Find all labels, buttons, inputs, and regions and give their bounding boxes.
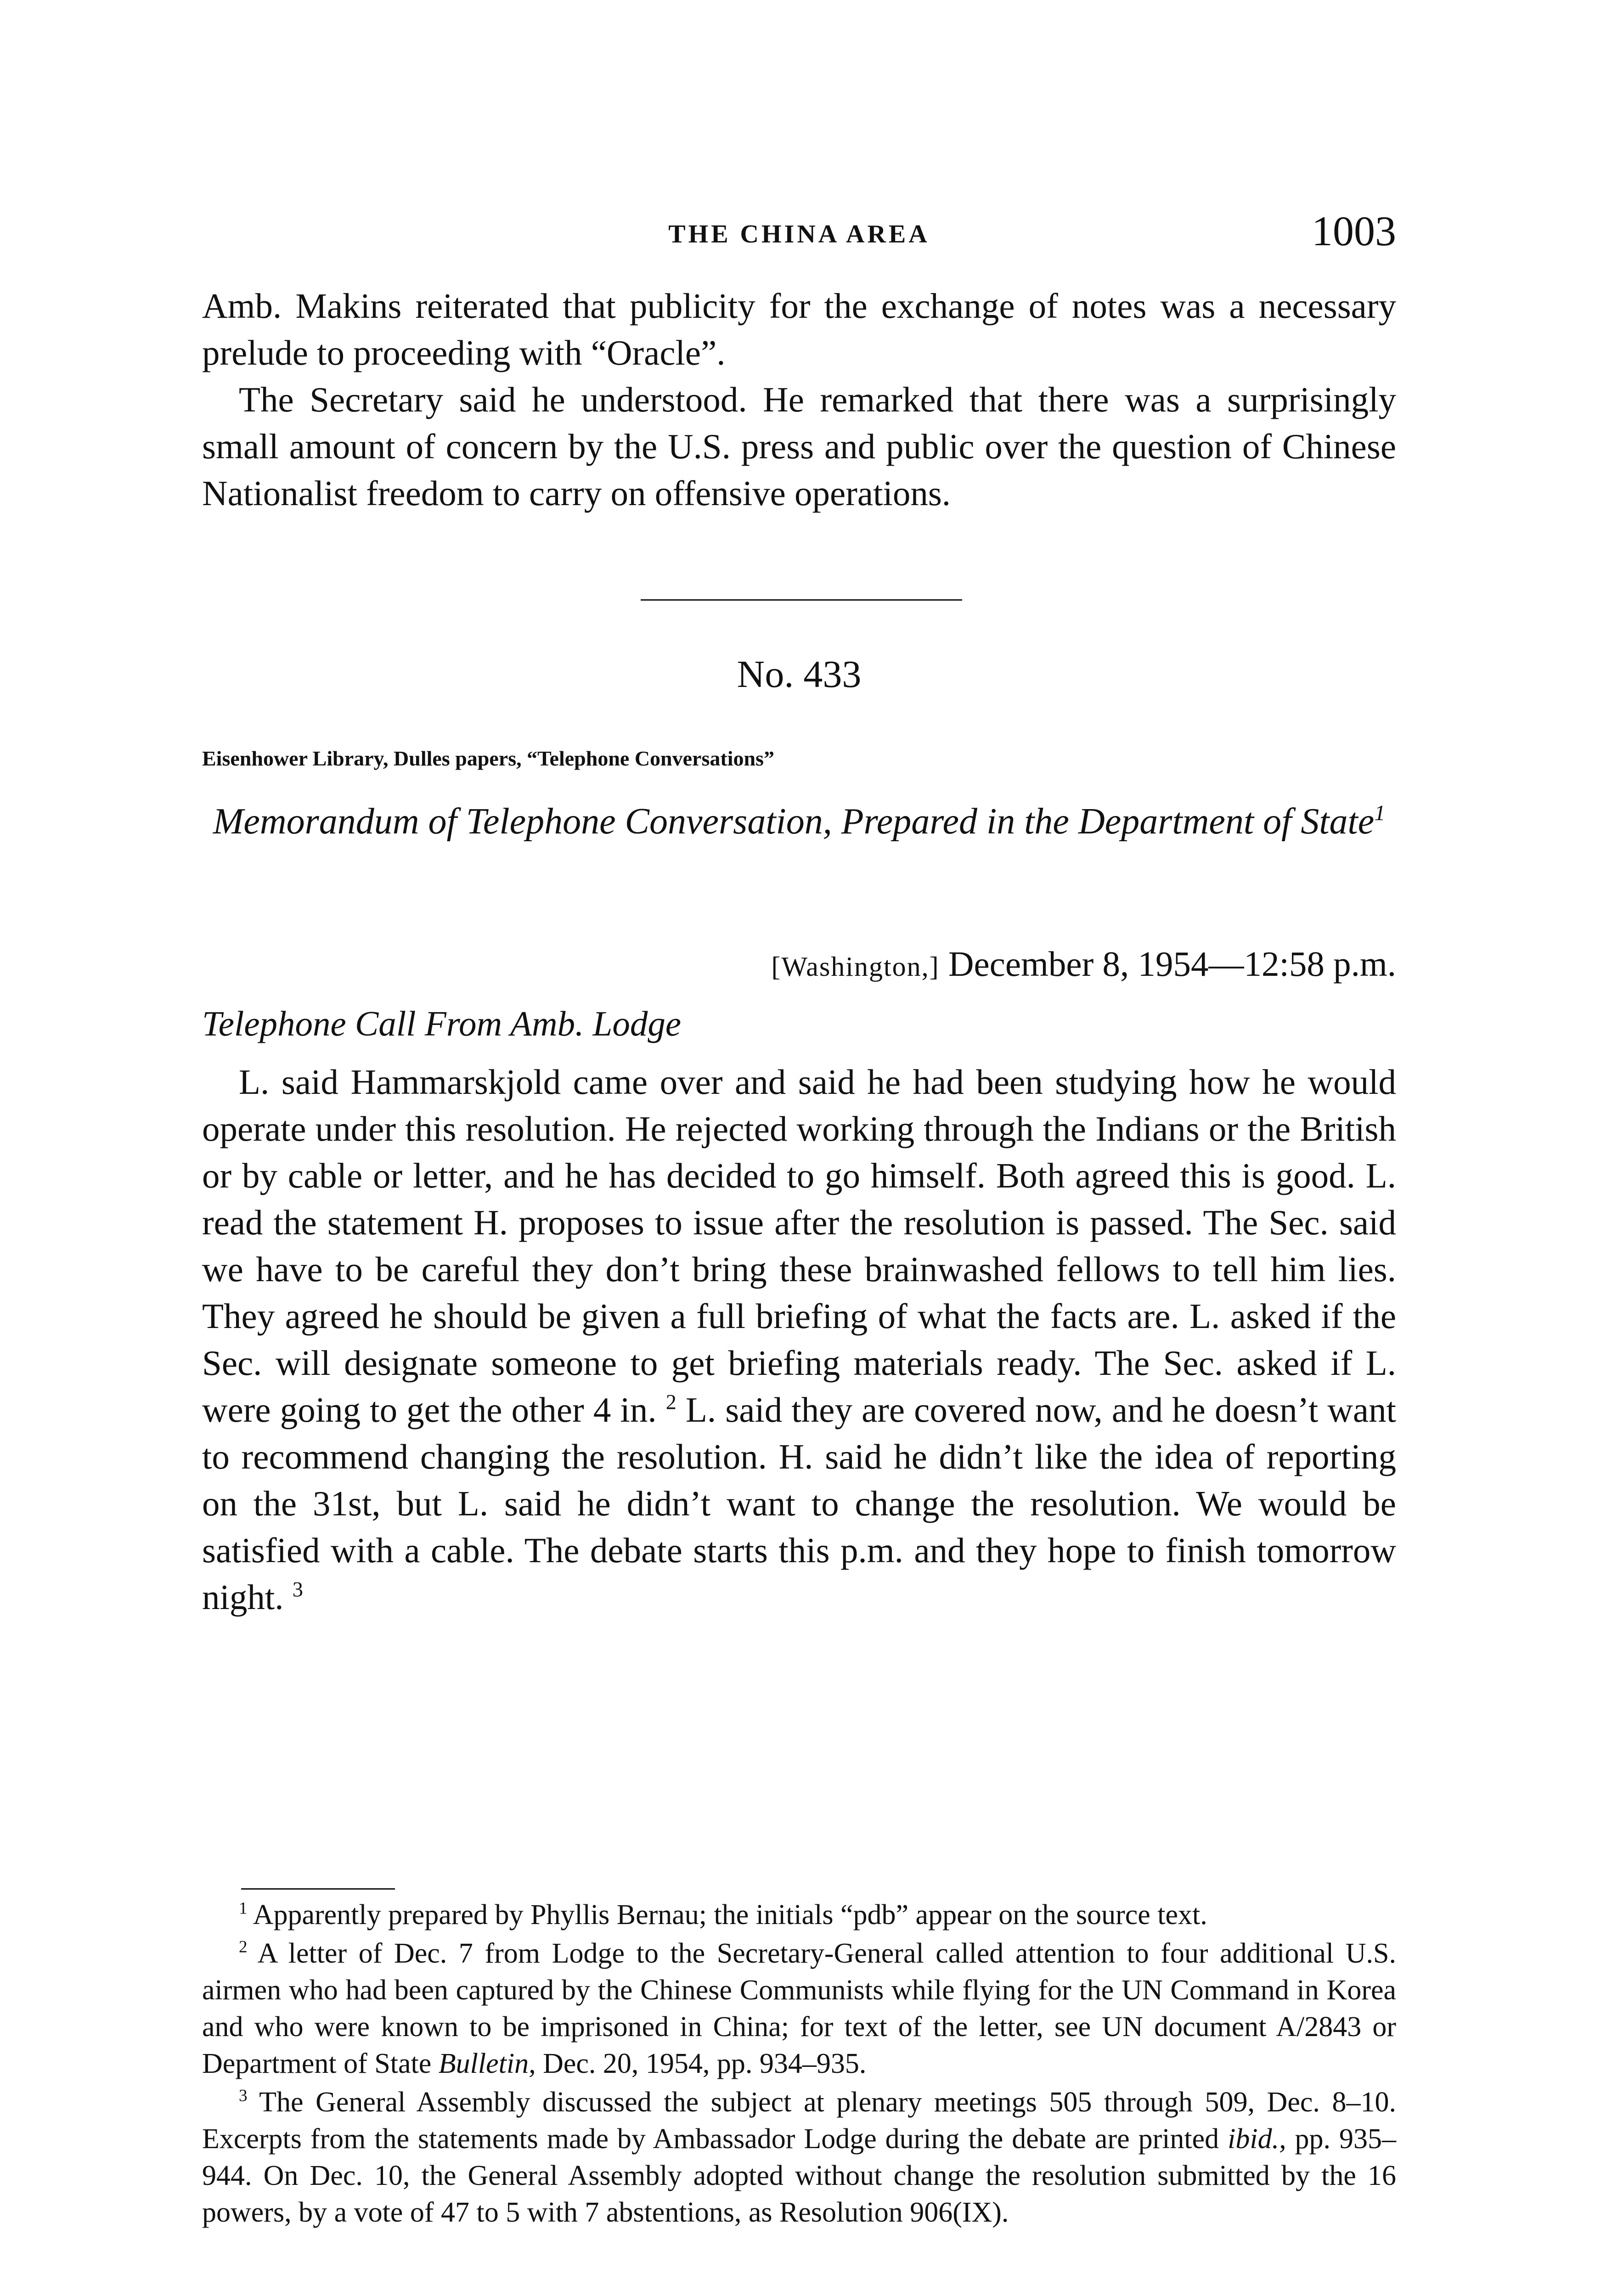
document-title bbox=[202, 797, 1396, 846]
continued-text bbox=[202, 282, 1396, 517]
footnote-text: pp. 935–944. On Dec. 10, the General Assembly adopted without change the resolution submitted by the 16 powers, by a vote of 47 to 5 with 7 abstentions, as Resolution 906(IX). bbox=[202, 2123, 1396, 2228]
body-text: L. said they are covered now, and he doesn’t want to recommend changing the resolution. H. said he didn’t like the idea of reporting on the 31st, but L. said he didn’t want to change the resolution. We would be satisfied with a cable. The debate starts this p.m. and they hope to finish tomorrow night. bbox=[202, 1390, 1397, 1617]
body-text: L. said Hammarskjold came over and said he had been studying how he would operate under this resolution. He rejected working through the Indians or the British or by cable or letter, and he has decided to go himself. Both agreed this is good. L. read the statement H. proposes to issue after the resolution is passed. The Sec. said we have to be careful they don’t bring these brainwashed fellows to tell him lies. They agreed he should be given a full briefing of what the facts are. L. asked if the Sec. will designate someone to get briefing materials ready. The Sec. asked if L. were going to get the other 4 in. bbox=[202, 1062, 1396, 1429]
footnote-text: A letter of Dec. 7 from Lodge to the Secretary-General called attention to four additional U.S. airmen who had been captured by the Chinese Communists while flying for the UN Command in Korea and who were known to be imprisoned in China; for text of the letter, see UN document A/2843 or Department of State bbox=[202, 1938, 1396, 2079]
source-note: Eisenhower Library, Dulles papers, “Telephone Conversations” bbox=[202, 747, 774, 770]
footnote-marker: 3 bbox=[239, 2086, 248, 2105]
page-number: 1003 bbox=[1312, 208, 1396, 254]
footnotes bbox=[202, 1896, 1396, 2231]
footnote-text: Dec. 20, 1954, pp. 934–935. bbox=[543, 2048, 867, 2079]
dateline-place: [Washington,] bbox=[771, 951, 940, 982]
footnote bbox=[202, 1935, 1396, 2082]
footnote bbox=[202, 2084, 1396, 2231]
running-title: THE CHINA AREA bbox=[668, 220, 930, 248]
paragraph: Amb. Makins reiterated that publicity for the exchange of notes was a necessary prelude to proceeding with “Oracle”. bbox=[202, 286, 1396, 372]
paragraph bbox=[202, 1058, 1396, 1621]
footnote-italic: Bulletin, bbox=[438, 2048, 536, 2079]
memo-body bbox=[202, 1058, 1396, 1621]
footnote-marker: 2 bbox=[239, 1937, 248, 1957]
paragraph: The Secretary said he understood. He remarked that there was a surprisingly small amount of concern by the U.S. press and public over the question of Chinese Nationalist freedom to carry on offensive operations. bbox=[202, 380, 1396, 513]
footnote-text: The General Assembly discussed the subject at plenary meetings 505 through 509, Dec. 8–10. Excerpts from the statements made by Ambassador Lodge during the debate are printed bbox=[202, 2087, 1396, 2155]
subheading: Telephone Call From Amb. Lodge bbox=[202, 1004, 682, 1043]
footnote-ref: 1 bbox=[1374, 801, 1386, 826]
dateline-date: December 8, 1954—12:58 p.m. bbox=[948, 944, 1396, 984]
footnote-divider bbox=[241, 1888, 395, 1890]
footnote-ref: 2 bbox=[665, 1390, 676, 1414]
running-header bbox=[202, 207, 1396, 262]
footnote-italic: ibid., bbox=[1228, 2123, 1286, 2155]
footnote-ref: 3 bbox=[292, 1577, 303, 1601]
footnote bbox=[202, 1896, 1396, 1933]
document-title-text: Memorandum of Telephone Conversation, Prepared in the Department of State bbox=[213, 801, 1375, 842]
footnote-text: Apparently prepared by Phyllis Bernau; the initials “pdb” appear on the source text. bbox=[253, 1899, 1207, 1930]
document-number: No. 433 bbox=[737, 653, 862, 696]
section-divider bbox=[641, 599, 962, 601]
footnote-marker: 1 bbox=[239, 1899, 248, 1918]
dateline bbox=[772, 944, 1397, 985]
